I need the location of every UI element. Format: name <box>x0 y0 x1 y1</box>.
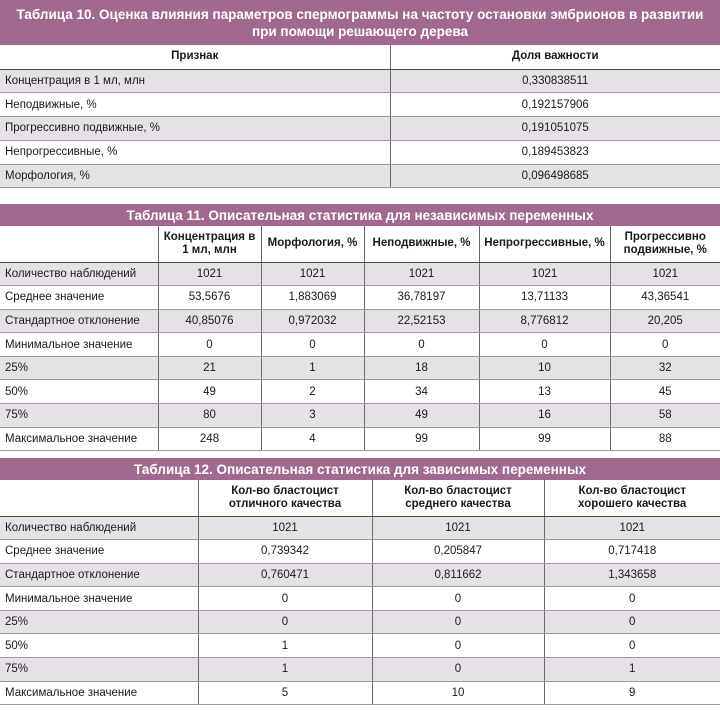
cell-value: 16 <box>479 404 610 428</box>
row-label: Стандартное отклонение <box>0 309 158 333</box>
cell-value: 0,191051075 <box>390 117 720 141</box>
cell-value: 3 <box>261 404 364 428</box>
table-row <box>0 164 720 188</box>
table-11-header-row <box>0 226 720 262</box>
column-header-feature: Признак <box>0 45 390 69</box>
cell-value: 0 <box>261 333 364 357</box>
cell-value: 80 <box>158 404 261 428</box>
cell-value: 43,36541 <box>610 286 720 310</box>
row-label: Неподвижные, % <box>0 93 390 117</box>
cell-value: 40,85076 <box>158 309 261 333</box>
cell-value: 58 <box>610 404 720 428</box>
row-label: 25% <box>0 356 158 380</box>
row-label: Среднее значение <box>0 286 158 310</box>
table-row <box>0 587 720 611</box>
table-row <box>0 610 720 634</box>
cell-value: 0,189453823 <box>390 140 720 164</box>
cell-value: 1 <box>544 658 720 682</box>
cell-value: 1,343658 <box>544 563 720 587</box>
cell-value: 49 <box>158 380 261 404</box>
cell-value: 0 <box>198 610 372 634</box>
cell-value: 5 <box>198 681 372 705</box>
cell-value: 0 <box>158 333 261 357</box>
cell-value: 0,760471 <box>198 563 372 587</box>
row-label: 50% <box>0 380 158 404</box>
cell-value: 1 <box>198 634 372 658</box>
cell-value: 1,883069 <box>261 286 364 310</box>
row-label: Непрогрессивные, % <box>0 140 390 164</box>
cell-value: 1021 <box>610 262 720 286</box>
cell-value: 0 <box>479 333 610 357</box>
row-label: Среднее значение <box>0 540 198 564</box>
cell-value: 1021 <box>158 262 261 286</box>
column-header-concentration: Концентрация в 1 мл, млн <box>158 226 261 262</box>
cell-value: 9 <box>544 681 720 705</box>
row-label: Прогрессивно подвижные, % <box>0 117 390 141</box>
table-11 <box>0 204 720 451</box>
table-10-header-row <box>0 45 720 69</box>
table-row <box>0 117 720 141</box>
cell-value: 0 <box>364 333 479 357</box>
cell-value: 0 <box>372 658 544 682</box>
column-header-importance: Доля важности <box>390 45 720 69</box>
row-label: Концентрация в 1 мл, млн <box>0 69 390 93</box>
table-row <box>0 93 720 117</box>
cell-value: 1 <box>198 658 372 682</box>
table-row <box>0 380 720 404</box>
cell-value: 0 <box>544 610 720 634</box>
cell-value: 0,717418 <box>544 540 720 564</box>
row-label: Минимальное значение <box>0 333 158 357</box>
cell-value: 0,972032 <box>261 309 364 333</box>
cell-value: 20,205 <box>610 309 720 333</box>
column-header-morphology: Морфология, % <box>261 226 364 262</box>
row-label: 25% <box>0 610 198 634</box>
cell-value: 22,52153 <box>364 309 479 333</box>
row-label: Минимальное значение <box>0 587 198 611</box>
cell-value: 0,811662 <box>372 563 544 587</box>
cell-value: 0 <box>544 587 720 611</box>
cell-value: 13,71133 <box>479 286 610 310</box>
column-header-empty <box>0 226 158 262</box>
cell-value: 0,205847 <box>372 540 544 564</box>
cell-value: 53,5676 <box>158 286 261 310</box>
table-row <box>0 309 720 333</box>
cell-value: 34 <box>364 380 479 404</box>
cell-value: 1021 <box>198 516 372 540</box>
cell-value: 1021 <box>372 516 544 540</box>
table-row <box>0 681 720 705</box>
row-label: Максимальное значение <box>0 427 158 451</box>
table-10 <box>0 0 720 188</box>
cell-value: 0,330838511 <box>390 69 720 93</box>
cell-value: 10 <box>479 356 610 380</box>
cell-value: 1021 <box>364 262 479 286</box>
cell-value: 13 <box>479 380 610 404</box>
table-row <box>0 563 720 587</box>
cell-value: 36,78197 <box>364 286 479 310</box>
row-label: Количество наблюдений <box>0 516 198 540</box>
cell-value: 45 <box>610 380 720 404</box>
row-label: Стандартное отклонение <box>0 563 198 587</box>
row-label: 75% <box>0 658 198 682</box>
table-row <box>0 262 720 286</box>
column-header-empty <box>0 480 198 516</box>
table-row <box>0 69 720 93</box>
cell-value: 248 <box>158 427 261 451</box>
cell-value: 0,739342 <box>198 540 372 564</box>
cell-value: 0 <box>610 333 720 357</box>
table-10-title: Таблица 10. Оценка влияния параметров спермограммы на частоту остановки эмбрионов в развитии при помощи решающего дерева <box>0 0 720 45</box>
cell-value: 0 <box>372 610 544 634</box>
table-row <box>0 427 720 451</box>
table-row <box>0 333 720 357</box>
column-header-immotile: Неподвижные, % <box>364 226 479 262</box>
table-row <box>0 140 720 164</box>
row-label: Количество наблюдений <box>0 262 158 286</box>
row-label: Максимальное значение <box>0 681 198 705</box>
cell-value: 1021 <box>544 516 720 540</box>
table-12-grid <box>0 480 720 705</box>
cell-value: 0 <box>544 634 720 658</box>
column-header-average: Кол-во бластоцист среднего качества <box>372 480 544 516</box>
row-label: 50% <box>0 634 198 658</box>
row-label: 75% <box>0 404 158 428</box>
cell-value: 1 <box>261 356 364 380</box>
table-12 <box>0 458 720 705</box>
cell-value: 8,776812 <box>479 309 610 333</box>
table-12-title: Таблица 12. Описательная статистика для зависимых переменных <box>0 458 720 480</box>
table-11-grid <box>0 226 720 451</box>
cell-value: 10 <box>372 681 544 705</box>
cell-value: 0,192157906 <box>390 93 720 117</box>
column-header-good: Кол-во бластоцист хорошего качества <box>544 480 720 516</box>
cell-value: 0 <box>198 587 372 611</box>
table-row <box>0 516 720 540</box>
cell-value: 0 <box>372 634 544 658</box>
row-label: Морфология, % <box>0 164 390 188</box>
column-header-excellent: Кол-во бластоцист отличного качества <box>198 480 372 516</box>
column-header-nonprogressive: Непрогрессивные, % <box>479 226 610 262</box>
table-11-title: Таблица 11. Описательная статистика для независимых переменных <box>0 204 720 226</box>
cell-value: 99 <box>479 427 610 451</box>
table-row <box>0 658 720 682</box>
table-row <box>0 404 720 428</box>
cell-value: 2 <box>261 380 364 404</box>
cell-value: 49 <box>364 404 479 428</box>
table-row <box>0 286 720 310</box>
cell-value: 21 <box>158 356 261 380</box>
cell-value: 99 <box>364 427 479 451</box>
cell-value: 1021 <box>479 262 610 286</box>
cell-value: 1021 <box>261 262 364 286</box>
table-12-header-row <box>0 480 720 516</box>
cell-value: 0 <box>372 587 544 611</box>
cell-value: 0,096498685 <box>390 164 720 188</box>
table-row <box>0 540 720 564</box>
column-header-progressive: Прогрессивно подвижные, % <box>610 226 720 262</box>
cell-value: 88 <box>610 427 720 451</box>
cell-value: 18 <box>364 356 479 380</box>
cell-value: 4 <box>261 427 364 451</box>
table-row <box>0 356 720 380</box>
table-10-grid <box>0 45 720 188</box>
cell-value: 32 <box>610 356 720 380</box>
table-row <box>0 634 720 658</box>
